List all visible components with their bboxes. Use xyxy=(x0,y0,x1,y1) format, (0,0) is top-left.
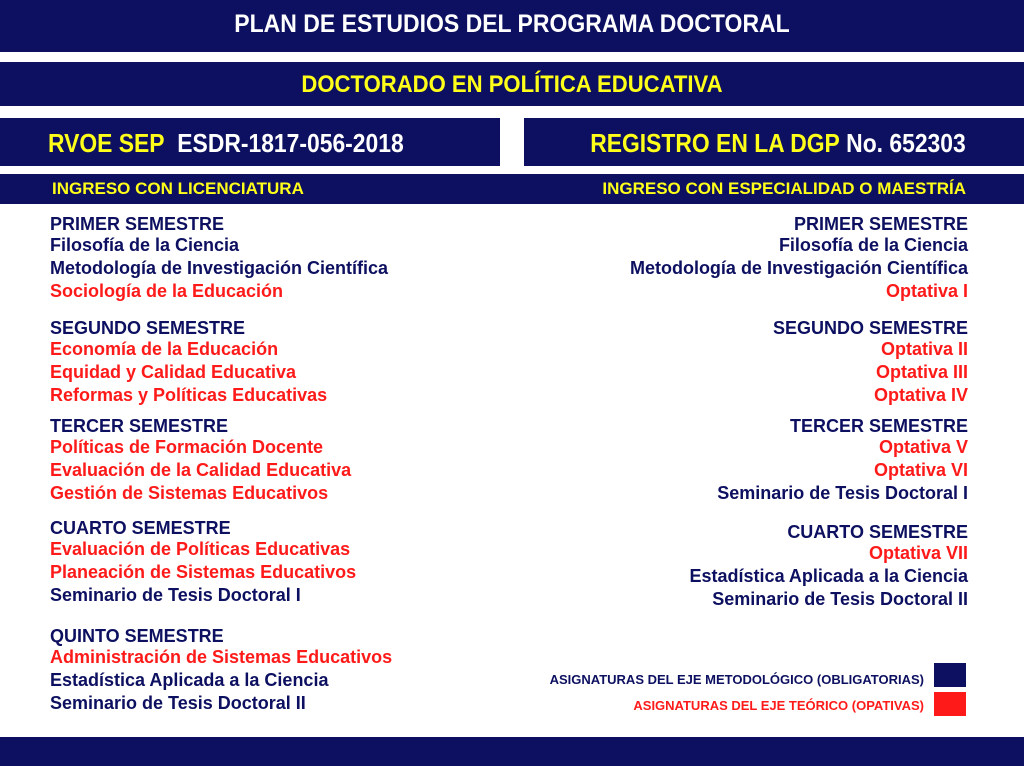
semester-block xyxy=(690,522,968,611)
program-subtitle: DOCTORADO EN POLÍTICA EDUCATIVA xyxy=(301,71,723,98)
semester-heading: CUARTO SEMESTRE xyxy=(787,522,968,542)
semester-heading: SEGUNDO SEMESTRE xyxy=(772,318,968,338)
subject-item: Reformas y Políticas Educativas xyxy=(50,385,328,405)
semester-block xyxy=(717,416,968,505)
rvoe-label: RVOE SEP xyxy=(48,128,165,158)
title-band xyxy=(0,0,1024,52)
subject-item: Metodología de Investigación Científica xyxy=(50,258,389,278)
subject-item: Seminario de Tesis Doctoral I xyxy=(50,585,301,605)
subtitle-band xyxy=(0,62,1024,106)
subject-item: Gestión de Sistemas Educativos xyxy=(50,483,329,503)
subject-item: Optativa IV xyxy=(873,385,968,405)
rvoe-value: ESDR-1817-056-2018 xyxy=(177,128,404,158)
subject-item: Filosofía de la Ciencia xyxy=(50,235,240,255)
semester-block xyxy=(773,318,968,407)
rvoe-line xyxy=(48,128,404,159)
semester-block xyxy=(50,318,327,407)
semester-block xyxy=(630,214,968,303)
semester-heading: TERCER SEMESTRE xyxy=(789,416,968,436)
dgp-line xyxy=(590,128,966,159)
legend-teorico: ASIGNATURAS DEL EJE TEÓRICO (OPATIVAS) xyxy=(633,698,924,713)
subject-item: Optativa VI xyxy=(873,460,968,480)
subject-item: Equidad y Calidad Educativa xyxy=(50,362,297,382)
semester-heading: SEGUNDO SEMESTRE xyxy=(50,318,246,338)
semester-heading: TERCER SEMESTRE xyxy=(50,416,229,436)
subject-item: Optativa V xyxy=(878,437,968,457)
subject-item: Políticas de Formación Docente xyxy=(50,437,324,457)
rvoe-band xyxy=(0,118,500,166)
ingreso-band xyxy=(0,174,1024,204)
subject-item: Evaluación de Políticas Educativas xyxy=(50,539,351,559)
semester-heading: PRIMER SEMESTRE xyxy=(793,214,968,234)
subject-item: Seminario de Tesis Doctoral I xyxy=(717,483,968,503)
ingreso-especialidad: INGRESO CON ESPECIALIDAD O MAESTRÍA xyxy=(602,179,966,198)
subject-item: Optativa I xyxy=(885,281,968,301)
dgp-band xyxy=(524,118,1024,166)
subject-item: Optativa II xyxy=(880,339,968,359)
legend-metodologico: ASIGNATURAS DEL EJE METODOLÓGICO (OBLIGATORIAS) xyxy=(549,672,924,687)
subject-item: Seminario de Tesis Doctoral II xyxy=(712,589,968,609)
subject-item: Evaluación de la Calidad Educativa xyxy=(50,460,352,480)
semester-block xyxy=(50,416,351,505)
semester-heading: CUARTO SEMESTRE xyxy=(50,518,231,538)
semester-block xyxy=(50,626,392,715)
subject-item: Optativa VII xyxy=(868,543,968,563)
semester-heading: QUINTO SEMESTRE xyxy=(50,626,224,646)
subject-item: Filosofía de la Ciencia xyxy=(778,235,968,255)
dgp-label: REGISTRO EN LA DGP xyxy=(590,128,841,158)
subject-item: Estadística Aplicada a la Ciencia xyxy=(50,670,329,690)
semester-block xyxy=(50,214,388,303)
subject-item: Administración de Sistemas Educativos xyxy=(50,647,393,667)
subject-item: Economía de la Educación xyxy=(50,339,279,359)
dgp-value: No. 652303 xyxy=(846,128,966,158)
subject-item: Sociología de la Educación xyxy=(50,281,284,301)
legend-metodologico-swatch xyxy=(934,663,966,687)
semester-block xyxy=(50,518,356,607)
subject-item: Metodología de Investigación Científica xyxy=(629,258,968,278)
footer-band xyxy=(0,737,1024,766)
subject-item: Optativa III xyxy=(875,362,968,382)
subject-item: Seminario de Tesis Doctoral II xyxy=(50,693,306,713)
semester-heading: PRIMER SEMESTRE xyxy=(50,214,225,234)
page-title: PLAN DE ESTUDIOS DEL PROGRAMA DOCTORAL xyxy=(234,10,790,38)
subject-item: Estadística Aplicada a la Ciencia xyxy=(689,566,968,586)
subject-item: Planeación de Sistemas Educativos xyxy=(50,562,357,582)
legend-teorico-swatch xyxy=(934,692,966,716)
ingreso-licenciatura: INGRESO CON LICENCIATURA xyxy=(52,179,304,198)
